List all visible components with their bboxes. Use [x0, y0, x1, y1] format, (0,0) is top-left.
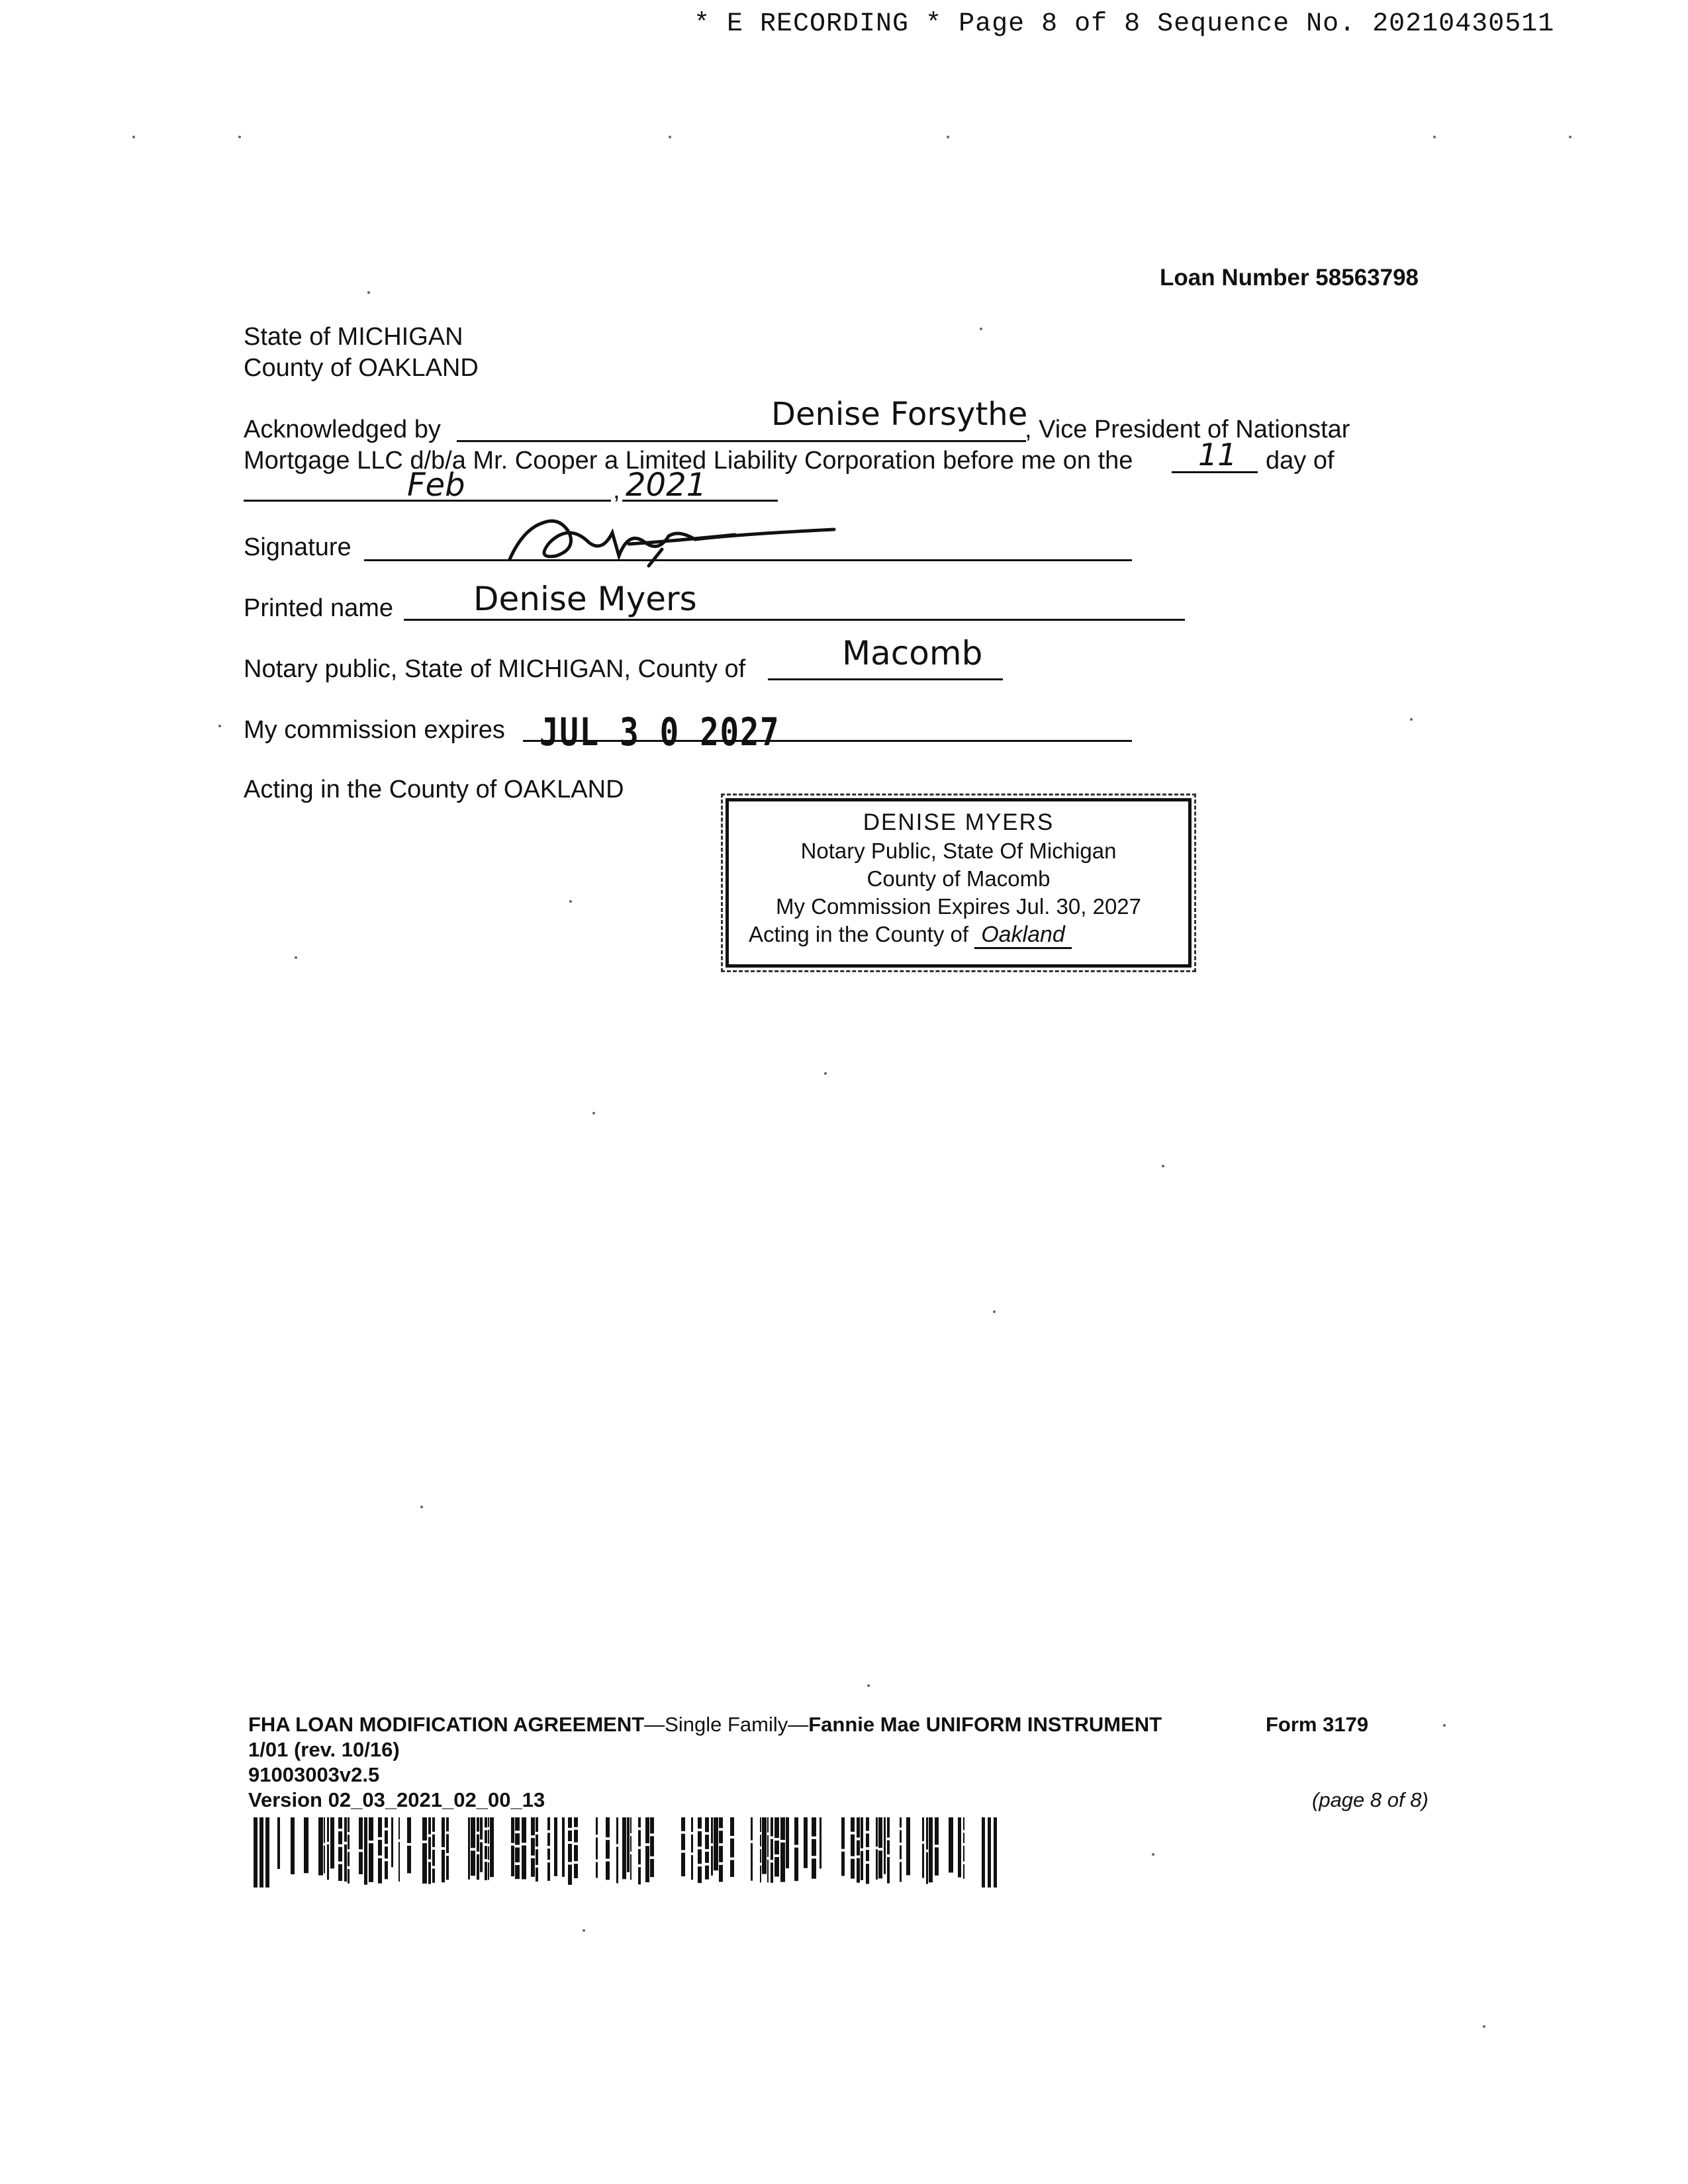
state-line: State of MICHIGAN: [244, 323, 463, 351]
notary-county-underline: [768, 678, 1003, 680]
acknowledged-by-label: Acknowledged by: [244, 416, 441, 443]
seal-county: County of Macomb: [867, 866, 1051, 891]
printed-name-value: Denise Myers: [473, 580, 697, 618]
barcode: [254, 1817, 1002, 1888]
scan-speck: [824, 1072, 827, 1075]
scan-speck: [669, 136, 671, 138]
scan-speck: [947, 136, 949, 138]
footer-version: Version 02_03_2021_02_00_13: [248, 1788, 545, 1811]
day-of-label: day of: [1266, 447, 1335, 475]
scan-speck: [1162, 1165, 1164, 1167]
scan-speck: [1443, 1724, 1446, 1727]
footer-title-instrument: Fannie Mae UNIFORM INSTRUMENT: [808, 1713, 1162, 1736]
scan-speck: [295, 956, 297, 959]
month-value: Feb: [407, 467, 465, 504]
footer-title: [248, 1713, 1162, 1737]
footer-revision: 1/01 (rev. 10/16): [248, 1738, 400, 1761]
footer-title-mid: —Single Family—: [644, 1713, 809, 1736]
seal-expiry: My Commission Expires Jul. 30, 2027: [775, 894, 1142, 919]
acknowledged-by-underline: [457, 440, 1026, 442]
scan-speck: [218, 725, 221, 727]
recording-stamp: * E RECORDING * Page 8 of 8 Sequence No. 20210430511: [694, 9, 1555, 39]
scan-speck: [1433, 136, 1436, 138]
signature-label: Signature: [244, 533, 352, 561]
footer-form: Form 3179: [1266, 1713, 1369, 1736]
printed-name-label: Printed name: [244, 594, 394, 622]
scan-speck: [1152, 1853, 1154, 1856]
date-comma: ,: [613, 477, 620, 504]
scan-speck: [569, 900, 572, 903]
scan-speck: [420, 1506, 423, 1508]
handwritten-signature: [496, 503, 841, 582]
seal-acting-value: Oakland: [974, 922, 1072, 949]
scan-speck: [238, 136, 241, 138]
day-value: 11: [1198, 437, 1237, 473]
scan-speck: [993, 1310, 996, 1313]
loan-number: Loan Number 58563798: [1160, 265, 1419, 291]
scan-speck: [980, 328, 982, 330]
scan-speck: [1410, 718, 1413, 721]
scan-speck: [1483, 2025, 1485, 2028]
footer-title-main: FHA LOAN MODIFICATION AGREEMENT: [248, 1713, 645, 1736]
notary-label: Notary public, State of MICHIGAN, County of: [244, 655, 746, 683]
seal-acting-label: Acting in the County of: [749, 922, 969, 946]
notary-county-value: Macomb: [842, 634, 983, 672]
seal-acting: [729, 922, 1208, 948]
acting-county-label: Acting in the County of OAKLAND: [244, 776, 624, 803]
scan-speck: [867, 1684, 870, 1687]
scan-speck: [592, 1112, 595, 1115]
signer-title: , Vice President of Nationstar: [1025, 416, 1350, 443]
signer-name: Denise Forsythe: [771, 396, 1028, 433]
seal-name: DENISE MYERS: [863, 809, 1055, 835]
scan-speck: [1569, 136, 1571, 138]
acknowledgment-line2: Mortgage LLC d/b/a Mr. Cooper a Limited Liability Corporation before me on the: [244, 447, 1133, 475]
year-value: 2021: [626, 467, 707, 504]
notary-seal: [726, 798, 1192, 968]
commission-stamp: JUL 3 0 2027: [539, 709, 780, 754]
printed-name-underline: [404, 619, 1185, 621]
scan-speck: [132, 136, 135, 138]
footer-page: (page 8 of 8): [1312, 1788, 1429, 1811]
scan-speck: [583, 1929, 585, 1932]
seal-title: Notary Public, State Of Michigan: [800, 839, 1117, 863]
footer-doc-id: 91003003v2.5: [248, 1763, 380, 1786]
county-line: County of OAKLAND: [244, 354, 479, 382]
commission-label: My commission expires: [244, 716, 505, 744]
scan-speck: [367, 291, 370, 294]
